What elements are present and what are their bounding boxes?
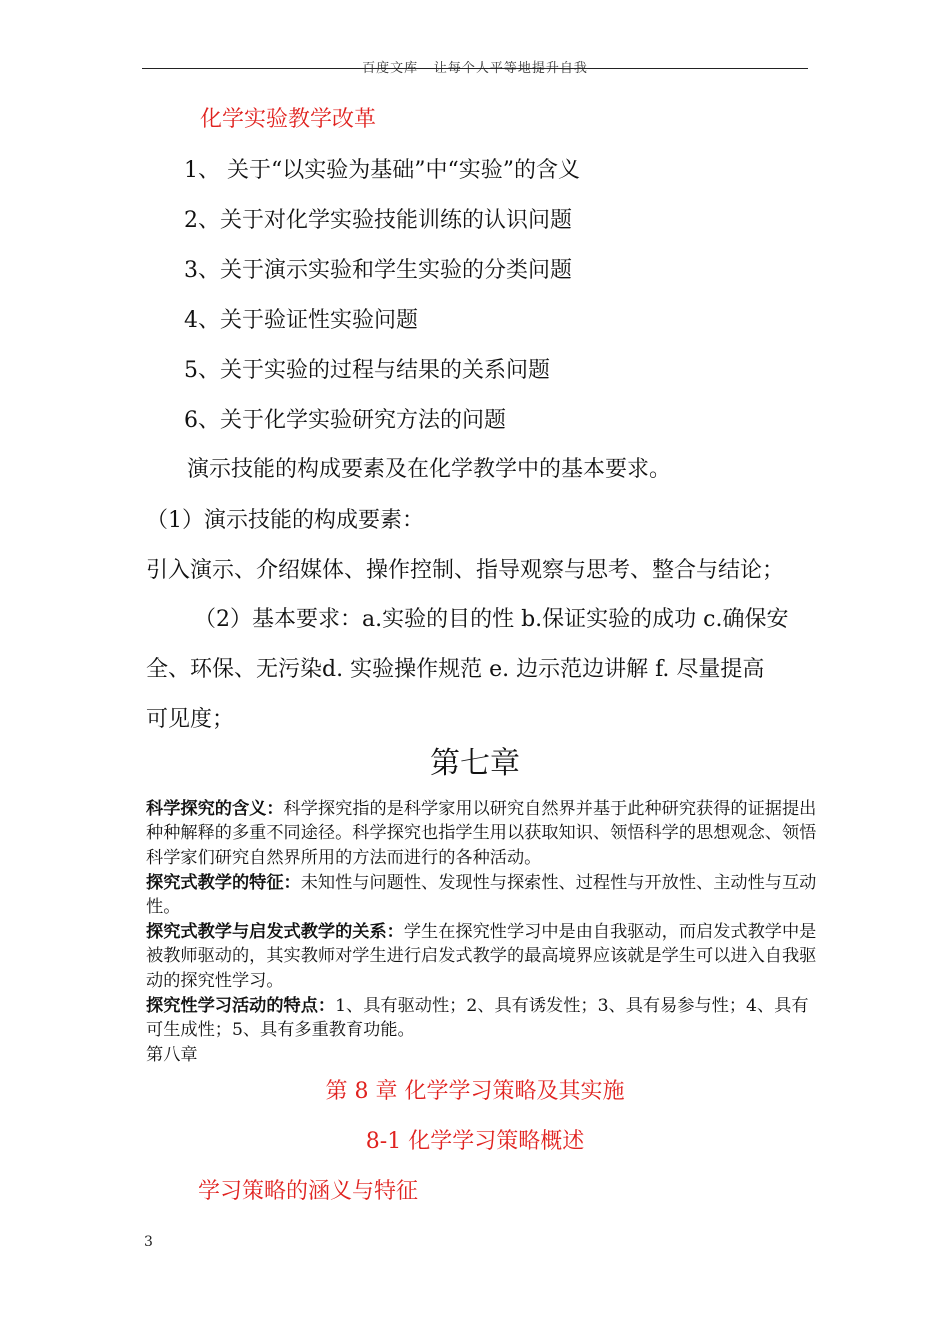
definition-term: 科学探究的含义：	[146, 799, 284, 819]
chapter-title: 第七章	[430, 746, 520, 781]
page-number: 3	[144, 1234, 153, 1250]
relation-term: 探究式教学与启发式教学的关系：	[146, 922, 404, 942]
demo-skills-heading: 演示技能的构成要素及在化学教学中的基本要求。	[187, 457, 672, 482]
header-divider	[142, 68, 808, 69]
list-item: 1、 关于“以实验为基础”中“实验”的含义	[184, 158, 580, 183]
list-item: 6、关于化学实验研究方法的问题	[184, 408, 506, 433]
list-item: 4、关于验证性实验问题	[184, 308, 418, 333]
definition-paragraph	[146, 797, 818, 870]
elements-label: （1）演示技能的构成要素：	[146, 508, 424, 533]
list-item: 2、关于对化学实验技能训练的认识问题	[184, 208, 572, 233]
features-term: 探究式教学的特征：	[146, 873, 301, 893]
characteristics-paragraph	[146, 994, 818, 1043]
definition-text: 科学探究指的是科学家用以研究自然界并基于此种研究获得的证据提出种种解释的多重不同途径。科学探究也指学生用以获取知识、领悟科学的思想观念、领悟科学家们研究自然界所用的方法而进行的各种活动。	[146, 799, 817, 868]
requirements-line: 可见度；	[146, 707, 235, 732]
chapter8-title: 第 8 章 化学学习策略及其实施	[325, 1079, 625, 1104]
features-paragraph	[146, 871, 818, 920]
page-header: 百度文库 - 让每个人平等地提升自我	[362, 61, 588, 76]
relation-text: 学生在探究性学习中是由自我驱动，而启发式教学中是被教师驱动的，其实教师对学生进行启发式教学的最高境界应该就是学生可以进入自我驱动的探究性学习。	[146, 922, 817, 991]
features-text: 未知性与问题性、发现性与探索性、过程性与开放性、主动性与互动性。	[146, 873, 817, 918]
requirements-line: （2）基本要求：a.实验的目的性 b.保证实验的成功 c.确保安	[194, 607, 789, 632]
relation-paragraph	[146, 920, 818, 993]
list-item: 5、关于实验的过程与结果的关系问题	[184, 358, 550, 383]
elements-text: 引入演示、介绍媒体、操作控制、指导观察与思考、整合与结论；	[146, 558, 785, 583]
section-heading: 学习策略的涵义与特征	[198, 1179, 419, 1204]
characteristics-term: 探究性学习活动的特点：	[146, 996, 336, 1016]
requirements-line: 全、环保、无污染d. 实验操作规范 e. 边示范边讲解 f. 尽量提高	[146, 657, 765, 682]
section-title: 化学实验教学改革	[200, 107, 377, 132]
chapter8-label: 第八章	[146, 1045, 198, 1065]
chapter8-subtitle: 8-1 化学学习策略概述	[365, 1129, 585, 1154]
list-item: 3、关于演示实验和学生实验的分类问题	[184, 258, 572, 283]
characteristics-text: 1、具有驱动性；2、具有诱发性；3、具有易参与性；4、具有可生成性；5、具有多重教育功能。	[146, 996, 809, 1041]
